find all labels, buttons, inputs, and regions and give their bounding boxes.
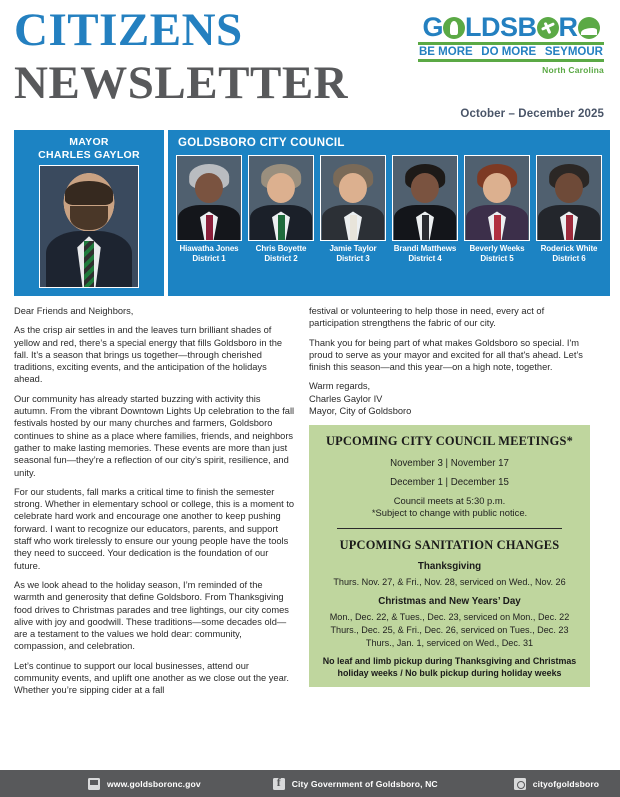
letter-paragraph: festival or volunteering to help those in need, every act of participation strengthens the fabric of our city. bbox=[309, 306, 545, 329]
footer-website-label: www.goldsboronc.gov bbox=[107, 778, 201, 789]
portrait-tie bbox=[494, 215, 501, 240]
letter-paragraph: Thank you for being part of what makes Goldsboro so special. I'm proud to serve as your mayor and excited for all that's ahead. Let’s finish this season—and this year—on a high note, together. bbox=[309, 337, 583, 373]
logo-state-label: North Carolina bbox=[542, 64, 604, 75]
logo-text-g: G bbox=[422, 12, 443, 42]
goldsboro-logo[interactable] bbox=[418, 14, 604, 75]
content-area bbox=[0, 296, 620, 704]
sanitation-row: Mon., Dec. 22, & Tues., Dec. 23, serviced on Mon., Dec. 22 bbox=[329, 612, 570, 623]
signoff-line: Mayor, City of Goldsboro bbox=[309, 406, 412, 417]
council-member-grid bbox=[176, 155, 602, 264]
letter-paragraph: Dear Friends and Neighbors, bbox=[14, 306, 134, 316]
logo-divider-top bbox=[418, 42, 604, 45]
portrait-tie bbox=[422, 215, 429, 240]
meeting-date-line: December 1 | December 15 bbox=[390, 477, 509, 489]
logo-tagline-3: SEYMOUR bbox=[544, 45, 603, 58]
logo-text-ldsb: LDSB bbox=[465, 12, 537, 42]
logo-text-r: R bbox=[558, 12, 578, 42]
logo-divider-bottom bbox=[418, 59, 604, 62]
council-heading: GOLDSBORO CITY COUNCIL bbox=[178, 137, 345, 149]
council-card bbox=[168, 130, 610, 296]
council-member bbox=[536, 155, 602, 264]
council-member-portrait bbox=[536, 155, 602, 241]
council-member-district: District 6 bbox=[552, 254, 586, 263]
meetings-note-line1: Council meets at 5:30 p.m. bbox=[393, 495, 506, 507]
footer-item-facebook[interactable] bbox=[273, 778, 438, 790]
council-member-label bbox=[392, 244, 458, 264]
council-member bbox=[464, 155, 530, 264]
council-member-name: Roderick White bbox=[540, 244, 598, 253]
signoff-line: Charles Gaylor IV bbox=[309, 393, 383, 404]
portrait-tie bbox=[278, 215, 285, 240]
mayor-title-line2: CHARLES GAYLOR bbox=[38, 148, 140, 161]
council-member-district: District 2 bbox=[264, 254, 298, 263]
portrait-tie bbox=[566, 215, 573, 240]
meetings-heading: UPCOMING CITY COUNCIL MEETINGS* bbox=[325, 434, 574, 449]
tree-icon bbox=[443, 17, 465, 39]
council-member-district: District 3 bbox=[336, 254, 370, 263]
facebook-icon bbox=[273, 778, 285, 790]
hill-icon bbox=[578, 17, 600, 39]
right-column bbox=[309, 305, 590, 704]
council-member-name: Beverly Weeks bbox=[469, 244, 525, 253]
council-member bbox=[248, 155, 314, 264]
sanitation-row: Thurs., Jan. 1, serviced on Wed., Dec. 31 bbox=[365, 637, 534, 648]
masthead-line-newsletter: NEWSLETTER bbox=[14, 57, 349, 109]
letter-paragraph: Our community has already started buzzing with activity this autumn. From the vibrant Downtown Lights Up celebration to the fall festivals hosted by our many churches and farmers, Goldsboro continues to shine as a place where families, friends, and neighbors gather to make lasting memories. These events are more than just seasonal fun—they’re a reflection of our city’s spirit, resilience, and unity. bbox=[14, 393, 295, 478]
letter-paragraph: As the crisp air settles in and the leaves turn brilliant shades of yellow and red, there’s a special energy that fills Goldsboro in the fall. It’s a season that brings us together—through cherished traditions, exciting events, and the anticipation of the holidays ahead. bbox=[14, 325, 283, 385]
sanitation-subheading: Christmas and New Years’ Day bbox=[378, 596, 521, 608]
leadership-band bbox=[14, 130, 606, 296]
council-member bbox=[320, 155, 386, 264]
council-member-portrait bbox=[464, 155, 530, 241]
footer-facebook-label: City Government of Goldsboro, NC bbox=[291, 778, 438, 789]
portrait-tie bbox=[84, 241, 94, 287]
council-member bbox=[392, 155, 458, 264]
portrait-face bbox=[339, 173, 367, 203]
portrait-face bbox=[555, 173, 583, 203]
council-member-name: Jamie Taylor bbox=[329, 244, 377, 253]
mayor-title-line1: MAYOR bbox=[69, 136, 109, 148]
portrait-face bbox=[267, 173, 295, 203]
council-member-portrait bbox=[392, 155, 458, 241]
portrait-face bbox=[411, 173, 439, 203]
page-header bbox=[0, 0, 620, 130]
meeting-date-line: November 3 | November 17 bbox=[390, 458, 509, 470]
portrait-hair bbox=[65, 181, 112, 205]
logo-tagline-1: BE MORE bbox=[419, 45, 473, 58]
council-member bbox=[176, 155, 242, 264]
letter-right-paragraphs bbox=[309, 305, 590, 373]
sanitation-footnote-line2: holiday weeks / No bulk pickup during holiday weeks bbox=[337, 667, 562, 678]
letter-signoff bbox=[309, 380, 590, 417]
meetings-dates bbox=[317, 457, 582, 489]
masthead bbox=[14, 4, 348, 110]
sanitation-row: Thurs. Nov. 27, & Fri., Nov. 28, serviced on Wed., Nov. 26 bbox=[333, 576, 566, 587]
footer-instagram-label: cityofgoldsboro bbox=[532, 778, 600, 789]
monitor-icon bbox=[88, 778, 100, 790]
letter-left-paragraphs bbox=[14, 305, 295, 697]
instagram-icon bbox=[514, 778, 526, 790]
council-member-label bbox=[176, 244, 242, 264]
page-footer bbox=[0, 770, 620, 797]
portrait-face bbox=[483, 173, 511, 203]
portrait-tie bbox=[206, 215, 213, 240]
logo-tagline bbox=[418, 46, 604, 58]
sanitation-groups bbox=[317, 561, 582, 649]
green-info-panel bbox=[309, 425, 590, 687]
portrait-face bbox=[195, 173, 223, 203]
panel-divider bbox=[337, 528, 562, 529]
issue-date: October – December 2025 bbox=[460, 108, 604, 120]
council-member-district: District 1 bbox=[192, 254, 226, 263]
mayor-portrait bbox=[39, 165, 139, 288]
council-member-district: District 5 bbox=[480, 254, 514, 263]
mayor-card bbox=[14, 130, 164, 296]
council-member-label bbox=[248, 244, 314, 264]
letter-paragraph: For our students, fall marks a critical time to finish the semester strong. Whether in elementary school or college, this is a moment to celebrate hard work and encourage one another to keep pushing forward. I want to recognize our educators, parents, and support staff who work tirelessly to ensure our young people have the tools they need to succeed. Your dedication is the foundation of our future. bbox=[14, 486, 295, 571]
sanitation-heading: UPCOMING SANITATION CHANGES bbox=[339, 537, 560, 552]
council-member-district: District 4 bbox=[408, 254, 442, 263]
sanitation-footnote bbox=[317, 656, 582, 679]
letter-paragraph: As we look ahead to the holiday season, I’m reminded of the warmth and generosity that define Goldsboro. From Thanksgiving food drives to Christmas parades and tree lightings, our city comes alive with joy and goodwill. These traditions—some decades old—are a testament to the values we hold dear: community, compassion, and celebration. bbox=[14, 579, 289, 652]
mayor-title bbox=[20, 136, 158, 161]
council-member-portrait bbox=[176, 155, 242, 241]
council-member-label bbox=[536, 244, 602, 264]
council-member-portrait bbox=[248, 155, 314, 241]
council-member-label bbox=[464, 244, 530, 264]
council-member-portrait bbox=[320, 155, 386, 241]
council-member-label bbox=[320, 244, 386, 264]
sanitation-group-gap bbox=[317, 588, 582, 594]
footer-item-instagram[interactable] bbox=[514, 778, 599, 790]
logo-tagline-2: DO MORE bbox=[481, 45, 537, 58]
meetings-note-line2: *Subject to change with public notice. bbox=[371, 506, 528, 518]
council-member-name: Chris Boyette bbox=[255, 244, 307, 253]
jet-icon bbox=[537, 17, 559, 39]
portrait-tie bbox=[350, 215, 357, 240]
meetings-note bbox=[317, 495, 582, 518]
letter-paragraph: Let’s continue to support our local businesses, attend our community events, and uplift one another as we close out the year. Whether you’re sipping cider at a fall bbox=[14, 660, 289, 696]
sanitation-footnote-line1: No leaf and limb pickup during Thanksgiving and Christmas bbox=[322, 656, 577, 667]
council-member-name: Hiawatha Jones bbox=[179, 244, 239, 253]
sanitation-subheading: Thanksgiving bbox=[417, 560, 482, 572]
signoff-line: Warm regards, bbox=[309, 381, 371, 392]
logo-wordmark bbox=[418, 14, 604, 41]
sanitation-row: Thurs., Dec. 25, & Fri., Dec. 26, serviced on Tues., Dec. 23 bbox=[330, 624, 569, 635]
footer-item-website[interactable] bbox=[88, 778, 201, 790]
portrait-beard bbox=[70, 206, 107, 230]
left-column bbox=[14, 305, 295, 704]
masthead-line-citizens: CITIZENS bbox=[14, 4, 243, 56]
council-member-name: Brandi Matthews bbox=[393, 244, 457, 253]
